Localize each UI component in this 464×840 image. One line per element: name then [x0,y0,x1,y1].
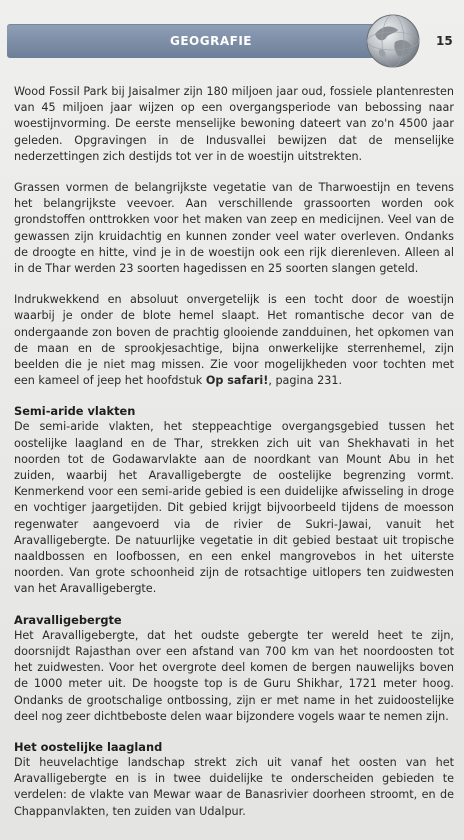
paragraph-desert-trip [14,292,454,389]
section-heading-semi-arid: Semi-aride vlakten [14,404,136,419]
section-heading-eastern-lowland: Het oostelijke laagland [14,739,163,754]
section-text-semi-arid: De semi-aride vlakten, het steppeachtige overgangsgebied tussen het oostelijke laagland en de Thar, strekken zich uit van Shekhavati in het noorden tot de Godawarvlakte aan de noordkant van Mount Abu in het zuiden, waarbij het Aravalligebergte de oostelijke begrenzing vormt. Kenmerkend voor een semi-aride gebied is een duidelijke afwisseling in droge en vochtiger jaargetijden. Dit gebied krijgt bijvoorbeeld tijdens de moesson regenwater aangevoerd via de rivier de Sukri-Jawai, vanuit het Aravalligebergte. De natuurlijke vegetatie in dit gebied bestaat uit tropische naaldbossen en loofbossen, en een enkel mangrovebos in het uiterste noorden. Van grote schoonheid zijn de rotsachtige uitlopers ten zuidwesten van het Aravalligebergte. [14,420,454,596]
page-number: 15 [436,34,453,48]
paragraph-vegetation: Grassen vormen de belangrijkste vegetatie van de Tharwoestijn en tevens het belangrijkste veevoer. Aan verschillende grassoorten worden ook grondstoffen onttrokken voor het maken van zeep en medicijnen. Veel van de gewassen zijn kruidachtig en kunnen zonder veel water overleven. Ondanks de droogte en hitte, vind je in de woestijn ook een rijk dierenleven. Alleen al in de Thar werden 23 soorten hagedissen en 25 soorten slangen geteld. [14,181,454,276]
globe-icon [365,12,421,70]
paragraph-desert-trip-text: Indrukwekkend en absoluut onvergetelijk is een tocht door de woestijn waarbij je onder de blote hemel slaapt. Het romantische decor van de ondergaande zon boven de prachtig glooiende zandduinen, het opkomen van de maan en de sprookjesachtige, bijna onwerkelijke sterrenhemel, zijn beelden die je niet mag missen. Zie voor mogelijkheden voor tochten met een kameel of jeep het hoofdstuk [14,293,454,388]
section-text-eastern-lowland: Dit heuvelachtige landschap strekt zich uit vanaf het oosten van het Aravalligebergte en is in twee duidelijke te onderscheiden gebieden te verdelen: de vlakte van Mewar waar de Banasrivier doorheen stroomt, en de Chappanvlakten, ten zuiden van Udalpur. [14,755,454,818]
section-text-aravalli: Het Aravalligebergte, dat het oudste gebergte ter wereld heet te zijn, doorsnijdt Rajasthan over een afstand van 700 km van het noordoosten tot het zuidwesten. Voor het overgrote deel komen de bergen nauwelijks boven de 1000 meter uit. De hoogste top is de Guru Shikhar, 1721 meter hoog. Ondanks de grootschalige ontbossing, zijn er met name in het zuidoostelijke deel nog zeer dichtbeboste delen waar bijzondere vogels waar te nemen zijn. [14,628,454,723]
chapter-title: GEOGRAFIE [170,34,252,48]
section-heading-aravalli: Aravalligebergte [14,612,122,627]
paragraph-fossils: Wood Fossil Park bij Jaisalmer zijn 180 miljoen jaar oud, fossiele plantenresten van 45 miljoen jaar wijzen op een overgangsperiode van bebossing naar woestijnvorming. De eerste menselijke bewoning dateert van zo'n 4500 jaar geleden. Opgravingen in de Indusvallei bewijzen dat de menselijke nederzettingen zich destijds tot ver in de woestijn uitstrekten. [14,85,454,163]
chapter-reference: Op safari! [205,374,269,388]
paragraph-desert-trip-page: , pagina 231. [268,374,343,388]
article-body [14,84,454,835]
